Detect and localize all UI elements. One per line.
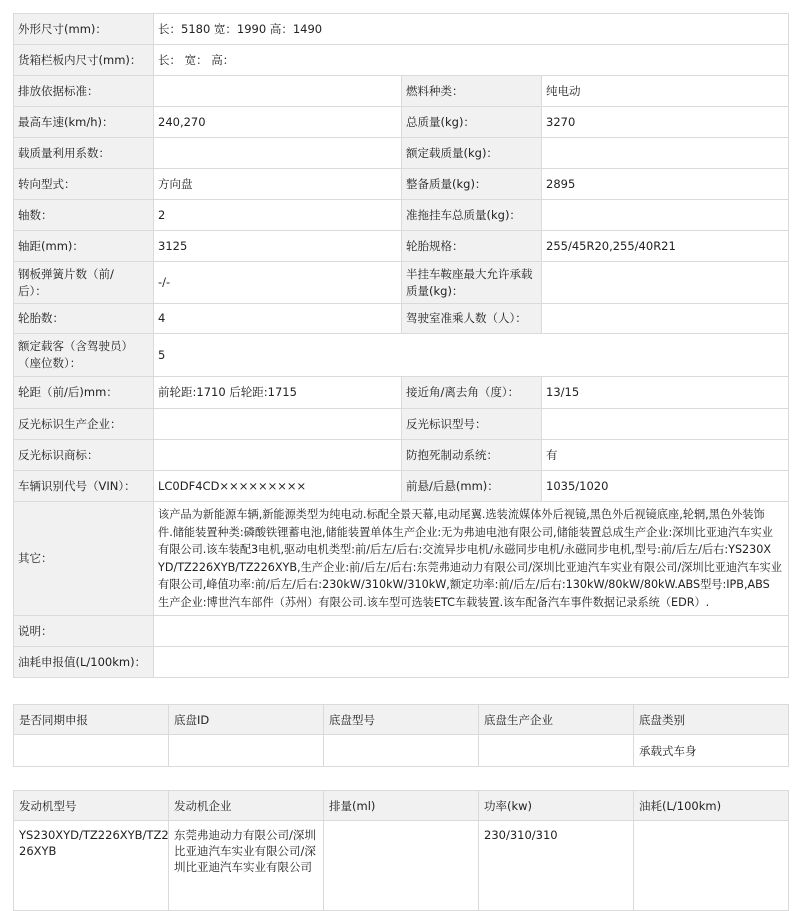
saddle-load-value: [542, 262, 789, 304]
angle-value: 13/15: [542, 377, 789, 409]
wheelbase-value: 3125: [154, 231, 402, 262]
other-line: 件.储能装置种类:磷酸铁锂蓄电池,储能装置单体生产企业:无为弗迪电池有限公司,储能装置总成生产企业:深圳比亚迪汽车实业: [158, 525, 773, 539]
other-line: 生产企业:博世汽车部件（苏州）有限公司.该车型可选装ETC车载装置.该车配备汽车事件数据记录系统（EDR）.: [158, 595, 710, 609]
chassis-table: [13, 704, 789, 767]
steering-value: 方向盘: [154, 169, 402, 200]
tire-count-label: 轮胎数：: [14, 304, 154, 334]
chassis-cell: [324, 735, 479, 767]
engine-company-line: 东莞弗迪动力有限公司/深圳: [174, 828, 316, 842]
leaf-spring-value: -/-: [154, 262, 402, 304]
overhang-value: 1035/1020: [542, 471, 789, 502]
vin-label: 车辆识别代号（VIN）：: [14, 471, 154, 502]
chassis-header-cell: 底盘生产企业: [479, 705, 634, 735]
other-line: 有限公司.该车装配3电机,驱动电机类型:前/后左/后右:交流异步电机/永磁同步电机/永磁同步电机,型号:前/后左/后右:YS230X: [158, 543, 772, 556]
cargo-box-label: 货箱栏板内尺寸(mm)：: [14, 45, 154, 76]
spec-row-leaf-spring: [14, 262, 789, 304]
table-row: [14, 735, 789, 767]
engine-model-line: YS230XYD/TZ226XYB/TZ2: [19, 828, 169, 842]
reflector-model-value: [542, 409, 789, 440]
vin-value: LC0DF4CD×××××××××: [154, 471, 402, 502]
reflector-model-label: 反光标识型号：: [402, 409, 542, 440]
saddle-load-label: [402, 262, 542, 304]
cab-passengers-label: 驾驶室准乘人数（人）：: [402, 304, 542, 334]
trailer-mass-label: 准拖挂车总质量(kg)：: [402, 200, 542, 231]
axles-label: 轴数：: [14, 200, 154, 231]
tire-spec-value: 255/45R20,255/40R21: [542, 231, 789, 262]
spec-row-rated-passengers: [14, 334, 789, 377]
emission-label: 排放依据标准：: [14, 76, 154, 107]
curb-mass-value: 2895: [542, 169, 789, 200]
cab-passengers-value: [542, 304, 789, 334]
overall-size-label: 外形尺寸(mm)：: [14, 14, 154, 45]
spec-row-steering: [14, 169, 789, 200]
track-value: 前轮距:1710 后轮距:1715: [154, 377, 402, 409]
engine-company-line: 比亚迪汽车实业有限公司/深: [174, 844, 316, 858]
spec-row-emission: [14, 76, 789, 107]
fuel-value: 纯电动: [542, 76, 789, 107]
spec-row-vin: [14, 471, 789, 502]
chassis-cell: 承载式车身: [634, 735, 789, 767]
spec-row-wheelbase: [14, 231, 789, 262]
engine-header-cell: 功率(kw): [479, 791, 634, 821]
other-value: [154, 502, 789, 616]
rated-load-label: 额定载质量(kg)：: [402, 138, 542, 169]
other-line: 该产品为新能源车辆,新能源类型为纯电动.标配全景天幕,电动尾翼.选装流媒体外后视镜,黑色外后视镜底座,轮辋,黑色外装饰: [158, 508, 765, 521]
vehicle-spec-table: [13, 13, 789, 678]
engine-company-cell: [169, 821, 324, 911]
wheelbase-label: 轴距(mm)：: [14, 231, 154, 262]
emission-value: [154, 76, 402, 107]
chassis-header-cell: 底盘类别: [634, 705, 789, 735]
spec-row-notes: [14, 616, 789, 647]
fuel-consumption-label: 油耗申报值(L/100km)：: [14, 647, 154, 678]
reflector-maker-value: [154, 409, 402, 440]
curb-mass-label: 整备质量(kg)：: [402, 169, 542, 200]
engine-company-line: 圳比亚迪汽车实业有限公司: [174, 860, 312, 874]
axles-value: 2: [154, 200, 402, 231]
spec-row-fuel-consumption: [14, 647, 789, 678]
reflector-maker-label: 反光标识生产企业：: [14, 409, 154, 440]
engine-displacement-cell: [324, 821, 479, 911]
reflector-brand-label: 反光标识商标：: [14, 440, 154, 471]
table-row: [14, 821, 789, 911]
engine-table: [13, 790, 789, 911]
spec-row-tire-count: [14, 304, 789, 334]
fuel-consumption-value: [154, 647, 789, 678]
chassis-cell: [14, 735, 169, 767]
spec-row-other: [14, 502, 789, 616]
spec-row-reflector-maker: [14, 409, 789, 440]
track-label: 轮距（前/后)mm：: [14, 377, 154, 409]
rated-passengers-label-line: （座位数）：: [18, 356, 82, 370]
spec-row-max-speed: [14, 107, 789, 138]
engine-header-row: [14, 791, 789, 821]
leaf-spring-label-line: 后）：: [18, 283, 47, 298]
abs-label: 防抱死制动系统：: [402, 440, 542, 471]
angle-label: 接近角/离去角（度）：: [402, 377, 542, 409]
other-line: 有限公司,峰值功率:前/后左/后右:230kW/310kW/310kW,额定功率:前/后左/后右:130kW/80kW/80kW.ABS型号:IPB,ABS: [158, 578, 770, 591]
load-util-label: 载质量利用系数：: [14, 138, 154, 169]
leaf-spring-label: [14, 262, 154, 304]
engine-power-cell: 230/310/310: [479, 821, 634, 911]
spec-row-axles: [14, 200, 789, 231]
notes-value: [154, 616, 789, 647]
chassis-header-cell: 是否同期申报: [14, 705, 169, 735]
reflector-brand-value: [154, 440, 402, 471]
trailer-mass-value: [542, 200, 789, 231]
chassis-header-row: [14, 705, 789, 735]
steering-label: 转向型式：: [14, 169, 154, 200]
overall-size-value: 长：5180 宽：1990 高：1490: [154, 14, 789, 45]
other-line: YD/TZ226XYB/TZ226XYB,生产企业:前/后左/后右:东莞弗迪动力有限公司/深圳比亚迪汽车实业有限公司/深圳比亚迪汽车实业: [158, 560, 782, 574]
spec-row-cargo-box: [14, 45, 789, 76]
max-speed-label: 最高车速(km/h)：: [14, 107, 154, 138]
load-util-value: [154, 138, 402, 169]
engine-header-cell: 发动机企业: [169, 791, 324, 821]
engine-model-line: 26XYB: [19, 844, 57, 858]
spec-row-load-util: [14, 138, 789, 169]
cargo-box-value: 长： 宽： 高：: [154, 45, 789, 76]
rated-load-value: [542, 138, 789, 169]
spec-row-reflector-brand: [14, 440, 789, 471]
saddle-load-label-line: 半挂车鞍座最大允许承载: [406, 266, 533, 281]
leaf-spring-label-line: 钢板弹簧片数（前/: [18, 266, 114, 281]
chassis-header-cell: 底盘ID: [169, 705, 324, 735]
engine-consumption-cell: [634, 821, 789, 911]
saddle-load-label-line: 质量(kg)：: [406, 283, 464, 298]
spec-row-overall-size: [14, 14, 789, 45]
engine-header-cell: 排量(ml): [324, 791, 479, 821]
chassis-header-cell: 底盘型号: [324, 705, 479, 735]
engine-model-cell: [14, 821, 169, 911]
chassis-cell: [479, 735, 634, 767]
abs-value: 有: [542, 440, 789, 471]
overhang-label: 前悬/后悬(mm)：: [402, 471, 542, 502]
rated-passengers-label: [14, 334, 154, 377]
rated-passengers-value: 5: [154, 334, 789, 377]
engine-header-cell: 油耗(L/100km): [634, 791, 789, 821]
spec-row-track: [14, 377, 789, 409]
fuel-label: 燃料种类：: [402, 76, 542, 107]
notes-label: 说明：: [14, 616, 154, 647]
chassis-cell: [169, 735, 324, 767]
engine-header-cell: 发动机型号: [14, 791, 169, 821]
tire-count-value: 4: [154, 304, 402, 334]
total-mass-value: 3270: [542, 107, 789, 138]
other-label: 其它：: [14, 502, 154, 616]
tire-spec-label: 轮胎规格：: [402, 231, 542, 262]
total-mass-label: 总质量(kg)：: [402, 107, 542, 138]
max-speed-value: 240,270: [154, 107, 402, 138]
rated-passengers-label-line: 额定载客（含驾驶员）: [18, 339, 133, 353]
